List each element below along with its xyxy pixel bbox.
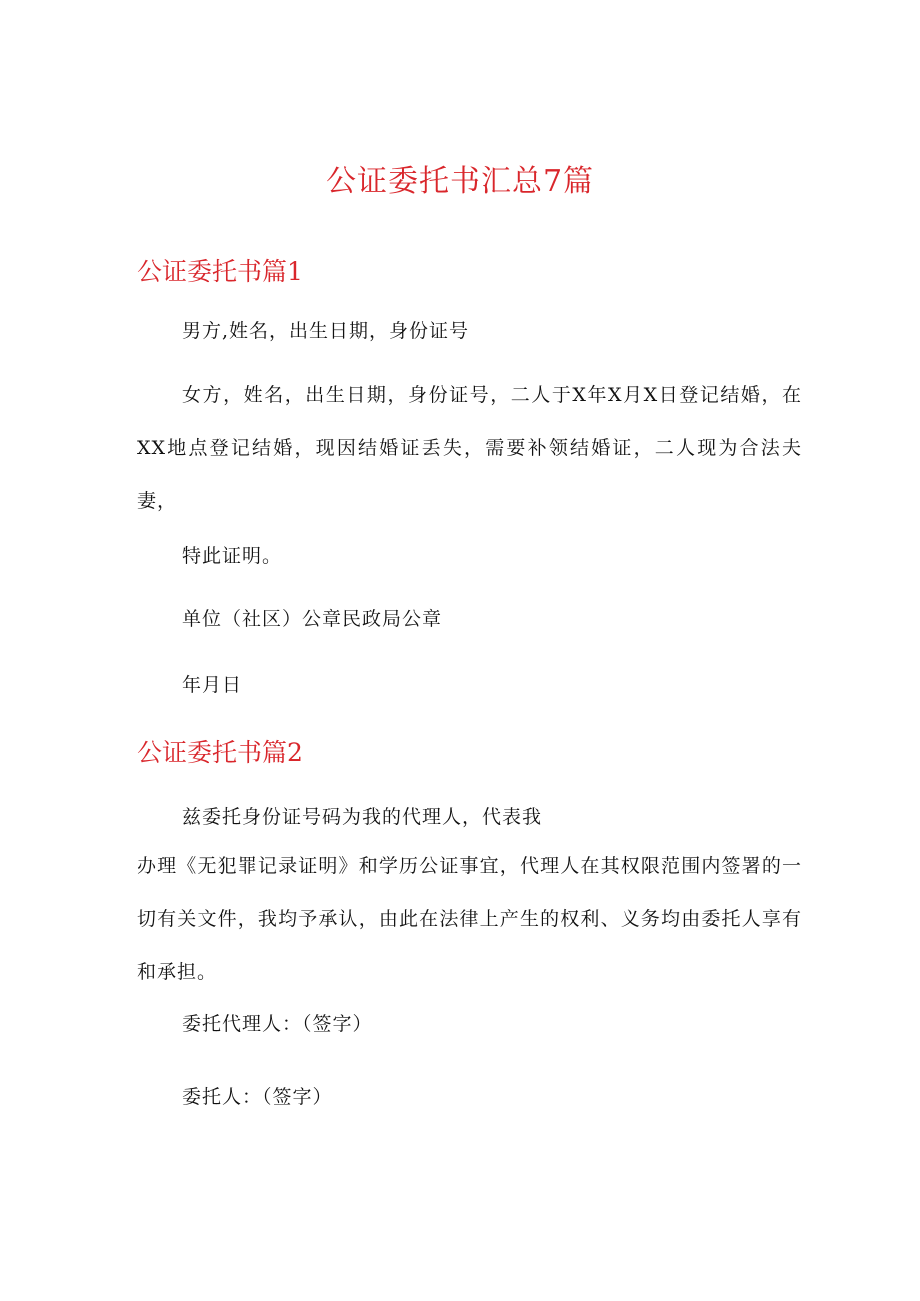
section-heading-1: 公证委托书篇1	[137, 257, 303, 286]
paragraph-hereby-certify: 特此证明。	[182, 545, 283, 567]
paragraph-groom-info: 男方,姓名，出生日期，身份证号	[182, 320, 470, 342]
section-heading-2: 公证委托书篇2	[137, 738, 303, 767]
paragraph-authorization-scope: 办理《无犯罪记录证明》和学历公证事宜，代理人在其权限范围内签署的一切有关文件，我均予承认，由此在法律上产生的权利、义务均由委托人享有和承担。	[137, 855, 802, 983]
paragraph-date: 年月日	[182, 674, 243, 696]
document-title: 公证委托书汇总7篇	[325, 164, 595, 199]
paragraph-authorization: 兹委托身份证号码为我的代理人，代表我	[182, 806, 543, 828]
signature-principal: 委托人：（签字）	[182, 1086, 333, 1108]
paragraph-bride-info: 女方，姓名，出生日期，身份证号，二人于X年X月X日登记结婚，在XX地点登记结婚，现因结婚证丢失，需要补领结婚证，二人现为合法夫妻，	[137, 384, 802, 512]
signature-agent: 委托代理人：（签字）	[182, 1013, 373, 1035]
paragraph-official-seals: 单位（社区）公章民政局公章	[182, 608, 443, 630]
